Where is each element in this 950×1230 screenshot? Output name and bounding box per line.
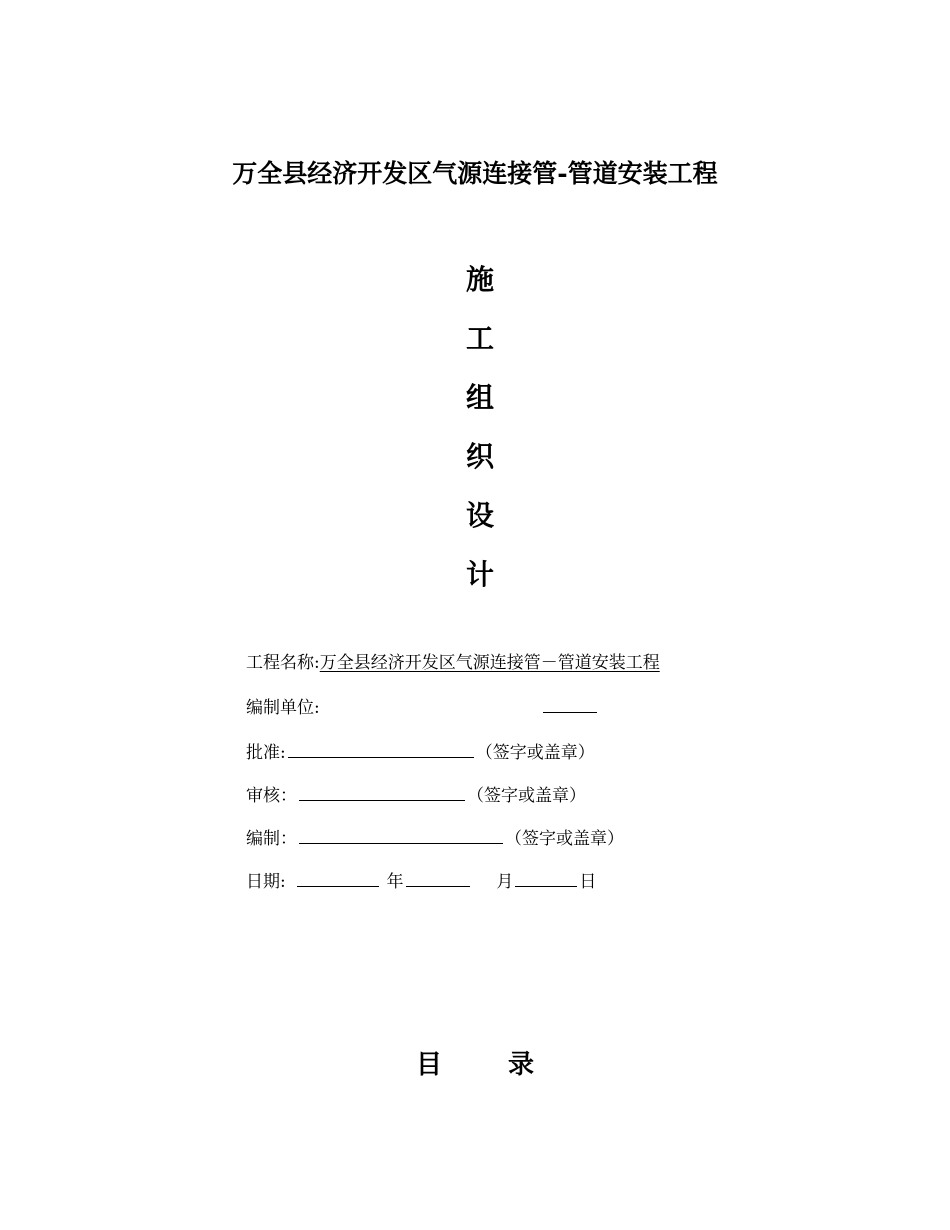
title-char-4: 织 (465, 440, 494, 473)
project-name-label: 工程名称: (246, 653, 320, 673)
approve-line (246, 740, 595, 765)
project-title: 万全县经济开发区气源连接管-管道安装工程 (232, 159, 718, 188)
day-label: 日 (579, 872, 597, 892)
title-char-6: 计 (465, 558, 494, 591)
compile-line (246, 826, 624, 851)
title-char-5: 设 (465, 499, 494, 532)
review-blank (299, 783, 465, 801)
project-name-value: 万全县经济开发区气源连接管－管道安装工程 (319, 653, 660, 673)
review-line (246, 783, 586, 808)
date-year-blank (297, 869, 379, 887)
table-of-contents-title (0, 1044, 950, 1081)
approve-note: （签字或盖章） (475, 743, 595, 763)
review-note: （签字或盖章） (467, 786, 586, 806)
title-char-2: 工 (465, 322, 494, 355)
month-label: 月 (496, 872, 514, 892)
year-label: 年 (386, 872, 404, 892)
compile-unit-blank (543, 695, 597, 713)
compile-unit-label: 编制单位: (246, 698, 320, 718)
toc-char-2: 录 (508, 1050, 535, 1080)
project-name-line (246, 651, 660, 675)
approve-blank (288, 740, 474, 758)
toc-char-1: 目 (415, 1050, 442, 1080)
date-label: 日期: (246, 872, 286, 892)
date-line (246, 869, 596, 894)
compile-unit-line (246, 695, 599, 720)
date-day-blank (515, 869, 577, 887)
vertical-document-title (455, 250, 505, 604)
approve-label: 批准: (246, 743, 286, 763)
compile-note: （签字或盖章） (505, 829, 624, 849)
compile-label: 编制： (246, 829, 297, 849)
review-label: 审核： (246, 786, 297, 806)
date-month-blank (406, 869, 470, 887)
title-char-1: 施 (465, 263, 494, 296)
title-char-3: 组 (465, 381, 494, 414)
compile-blank (299, 826, 503, 844)
